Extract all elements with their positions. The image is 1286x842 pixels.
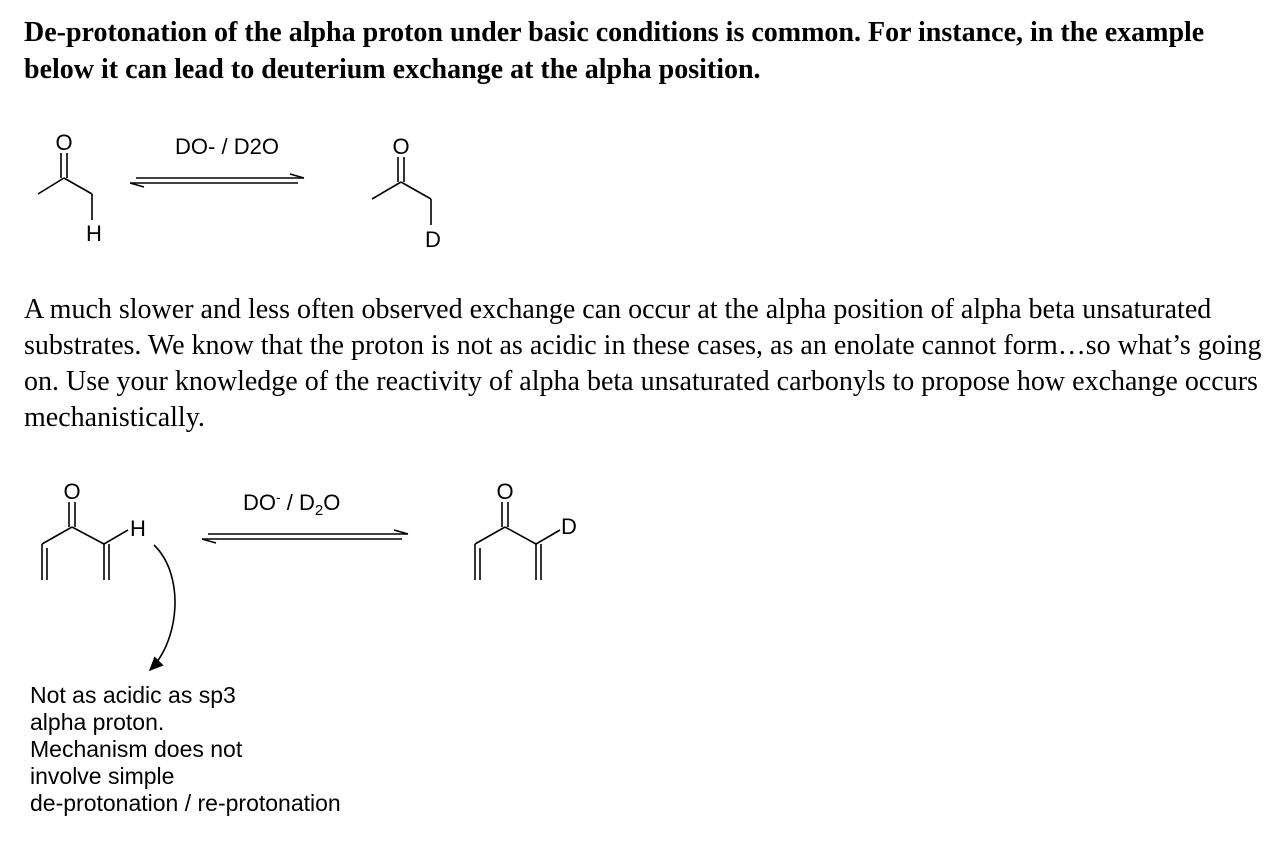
annotation-curved-arrow [150,545,175,670]
scheme1-reactant-oxygen: O [55,130,73,155]
note-line: alpha proton. [30,709,165,735]
scheme2-reactant-hydrogen: H [130,516,146,541]
scheme2-equilibrium-arrows [202,530,408,543]
note-line: involve simple [30,763,175,789]
scheme1-reactant-hydrogen: H [86,221,102,246]
reagent-separator: / D [280,490,315,515]
note-line: Not as acidic as sp3 [30,682,236,708]
scheme2-product-deuterium: D [561,514,577,539]
scheme1-product-oxygen: O [392,134,410,159]
scheme2-product-oxygen: O [496,479,514,504]
question-paragraph: A much slower and less often observed exchange can occur at the alpha position of alpha beta unsaturated substrates. We know that the proton is not as acidic in these cases, as an enolate cannot form…so what’s going on. Use your knowledge of the reactivity of alpha beta unsaturated carbonyls to propose how exchange occurs mechanistically. [24,294,1262,433]
note-line: de-protonation / re-protonation [30,790,341,816]
scheme1-product-molecule [372,157,431,225]
scheme2-reactant-oxygen: O [63,479,81,504]
note-line: Mechanism does not [30,736,243,762]
scheme2-reagent-label [243,489,340,519]
scheme2-product-molecule [475,502,560,580]
scheme1-product-deuterium: D [425,227,441,252]
reagent-base: DO [243,490,276,515]
annotation-note [30,682,450,817]
reagent-tail: O [323,490,341,515]
scheme1-reagent-label: DO- / D2O [175,134,279,159]
scheme1-equilibrium-arrows [130,174,304,187]
scheme1-reactant-molecule [38,153,92,220]
reagent-subscript: 2 [314,502,324,519]
reagent-charge: - [276,489,281,505]
intro-paragraph: De-protonation of the alpha proton under basic conditions is common. For instance, in the example below it can lead to deuterium exchange at the alpha position. [24,17,1205,85]
scheme2-reactant-molecule [42,502,128,580]
